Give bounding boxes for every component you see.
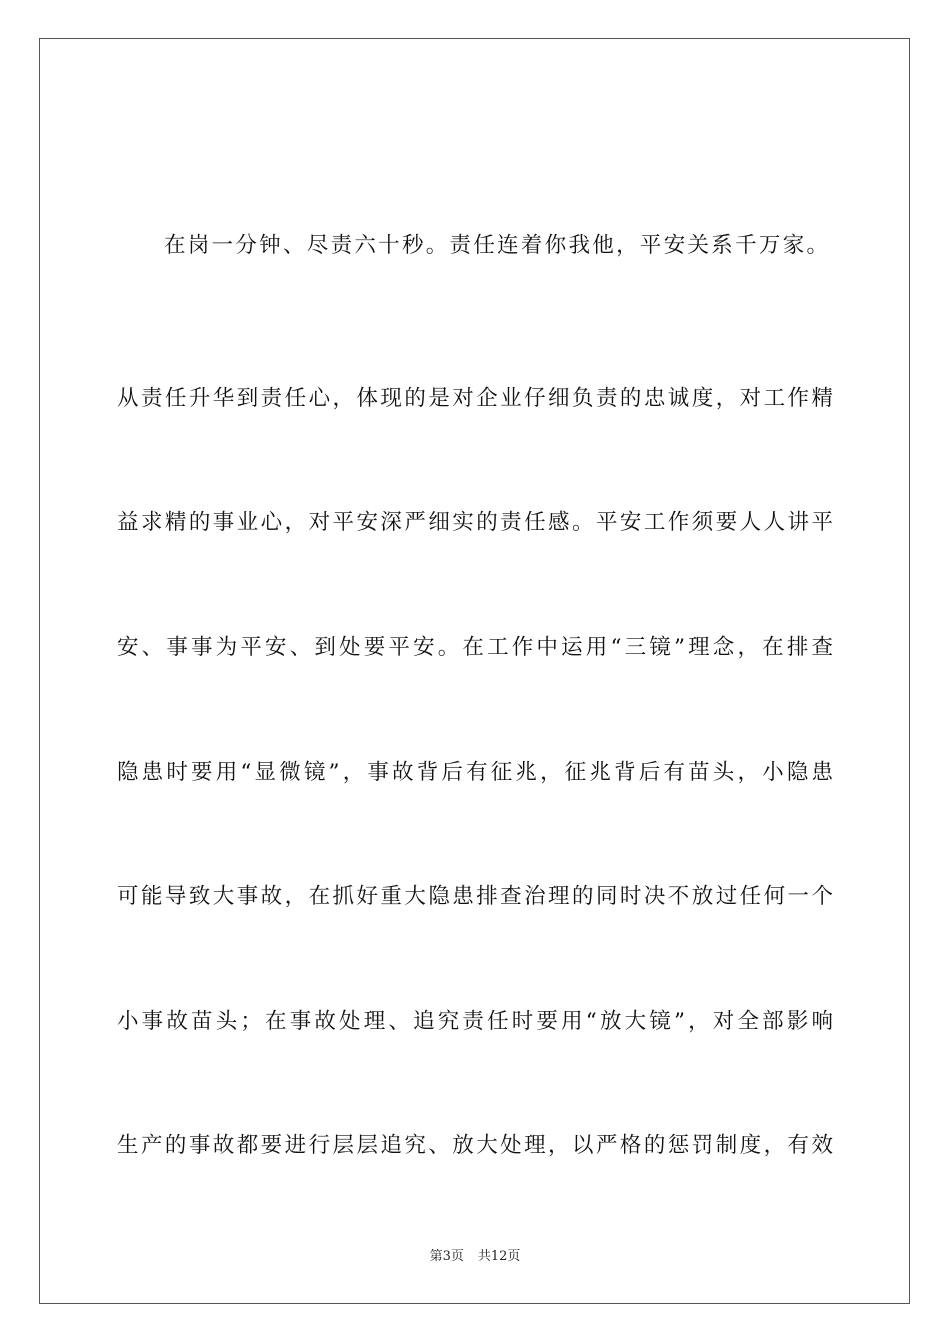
- paragraph-line-8: 生产的事故都要进行层层追究、放大处理，以严格的惩罚制度，有效: [117, 1133, 833, 1158]
- total-pages: 共12页: [477, 1249, 521, 1264]
- page-footer: [0, 1248, 950, 1266]
- paragraph-line-6: 可能导致大事故，在抓好重大隐患排查治理的同时决不放过任何一个: [117, 884, 833, 909]
- page-number: 第3页: [429, 1249, 464, 1264]
- paragraph-line-3: 益求精的事业心，对平安深严细实的责任感。平安工作须要人人讲平: [117, 510, 833, 535]
- page-border: [39, 38, 910, 1304]
- paragraph-line-5: 隐患时要用“显微镜”，事故背后有征兆，征兆背后有苗头，小隐患: [117, 760, 833, 785]
- paragraph-line-4: 安、事事为平安、到处要平安。在工作中运用“三镜”理念，在排查: [117, 635, 833, 660]
- paragraph-line-1: 在岗一分钟、尽责六十秒。责任连着你我他，平安关系千万家。: [164, 233, 828, 258]
- paragraph-line-2: 从责任升华到责任心，体现的是对企业仔细负责的忠诚度，对工作精: [117, 386, 833, 411]
- paragraph-line-7: 小事故苗头；在事故处理、追究责任时要用“放大镜”，对全部影响: [117, 1009, 833, 1034]
